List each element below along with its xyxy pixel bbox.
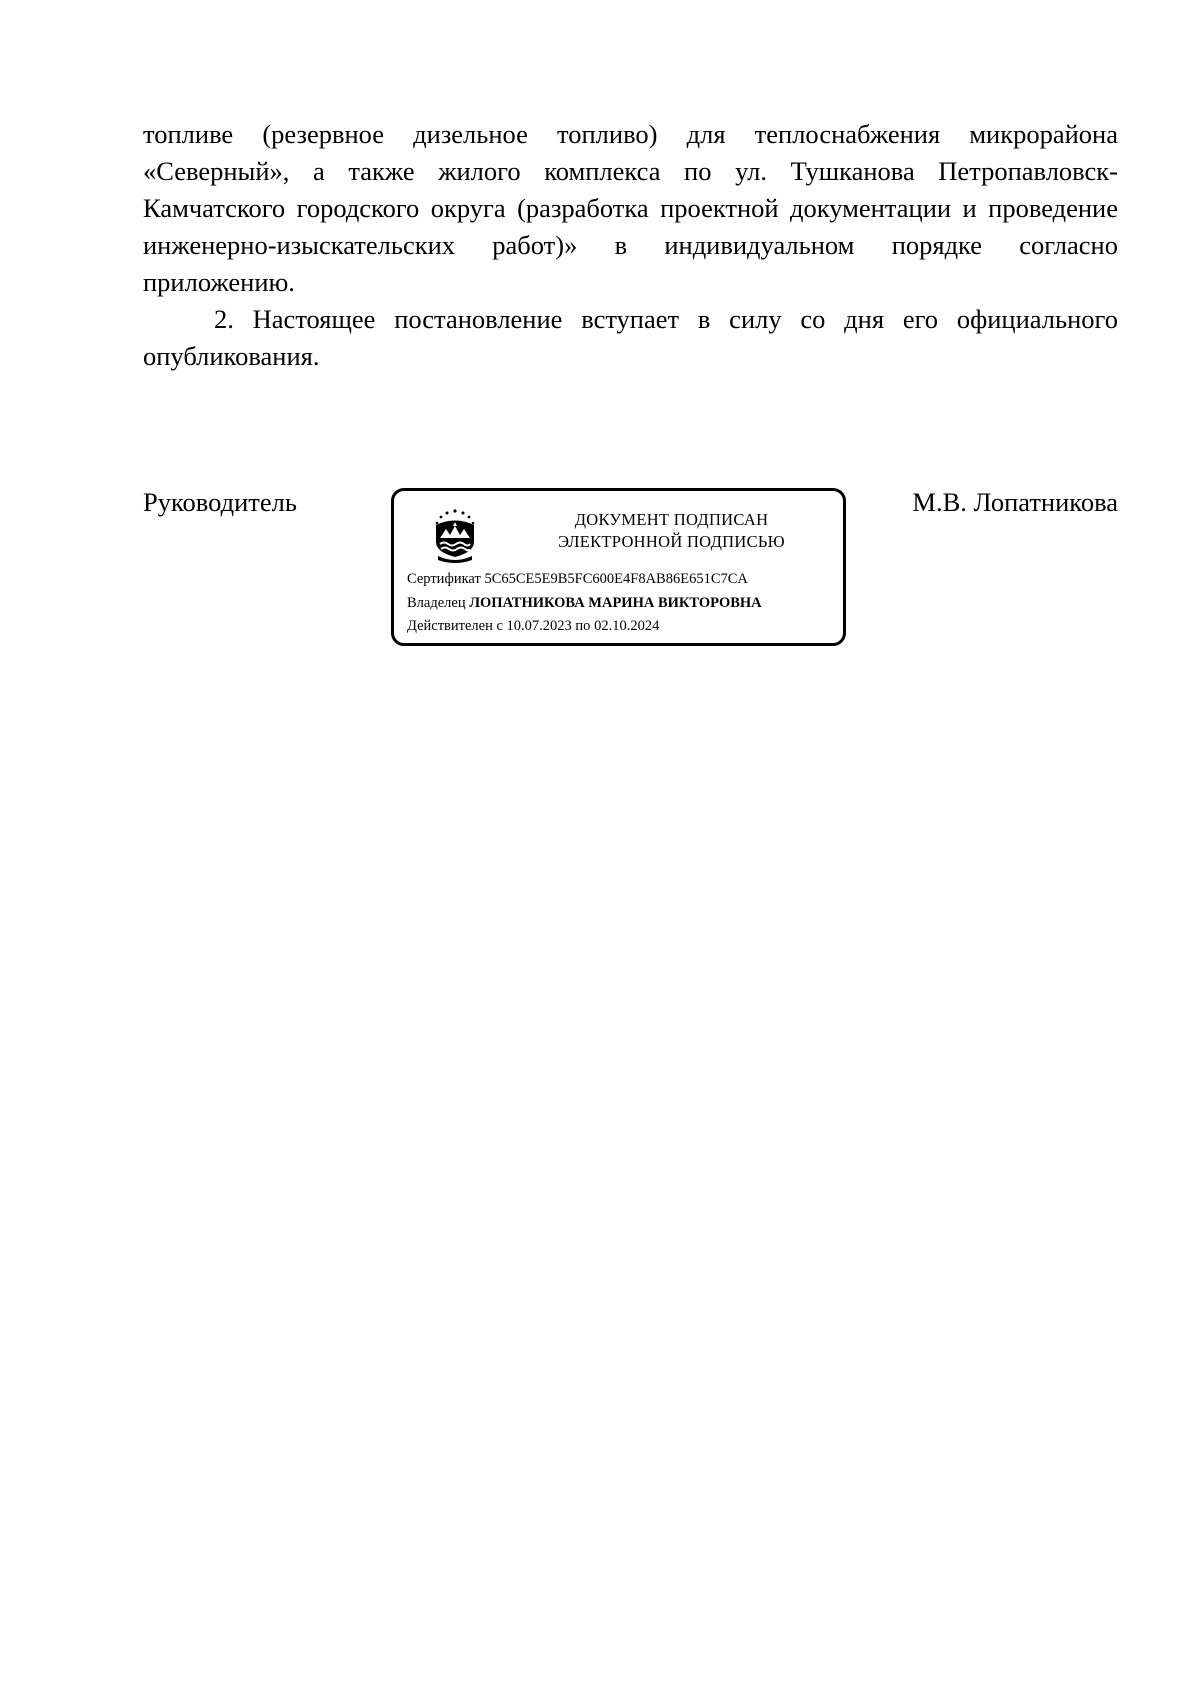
certificate-label: Сертификат: [407, 571, 481, 587]
owner-label: Владелец: [407, 595, 466, 611]
certificate-value: 5C65CE5E9B5FC600E4F8AB86E651C7CA: [484, 571, 748, 587]
validity-to-date: 02.10.2024: [594, 618, 660, 634]
validity-from-date: 10.07.2023: [506, 618, 572, 634]
stamp-validity-line: [407, 617, 659, 635]
stamp-owner-line: [407, 594, 762, 612]
document-body: [143, 116, 1118, 375]
stamp-title-line-1: ДОКУМЕНТ ПОДПИСАН: [574, 510, 769, 529]
owner-value: ЛОПАТНИКОВА МАРИНА ВИКТОРОВНА: [469, 595, 762, 611]
validity-from-label: с: [496, 618, 503, 634]
validity-to-label: по: [575, 618, 591, 634]
electronic-signature-stamp: [391, 488, 846, 646]
validity-label: Действителен: [407, 618, 493, 634]
stamp-title-line-2: ЭЛЕКТРОННОЙ ПОДПИСЬЮ: [558, 532, 785, 551]
signatory-position: Руководитель: [143, 487, 297, 517]
coat-of-arms-icon: [432, 508, 478, 564]
signatory-name: М.В. Лопатникова: [912, 487, 1118, 517]
stamp-title: [499, 509, 844, 553]
stamp-certificate-line: [407, 570, 748, 588]
paragraph-1: топливе (резервное дизельное топливо) для теплоснабжения микрорайона «Северный», а также жилого комплекса по ул. Тушканова Петропавловск-Камчатского городского округа (разработка проектной документации и проведение инженерно-изыскательских работ)» в индивидуальном порядке согласно приложению.: [143, 119, 1118, 297]
paragraph-2: 2. Настоящее постановление вступает в силу со дня его официального опубликования.: [143, 304, 1118, 371]
